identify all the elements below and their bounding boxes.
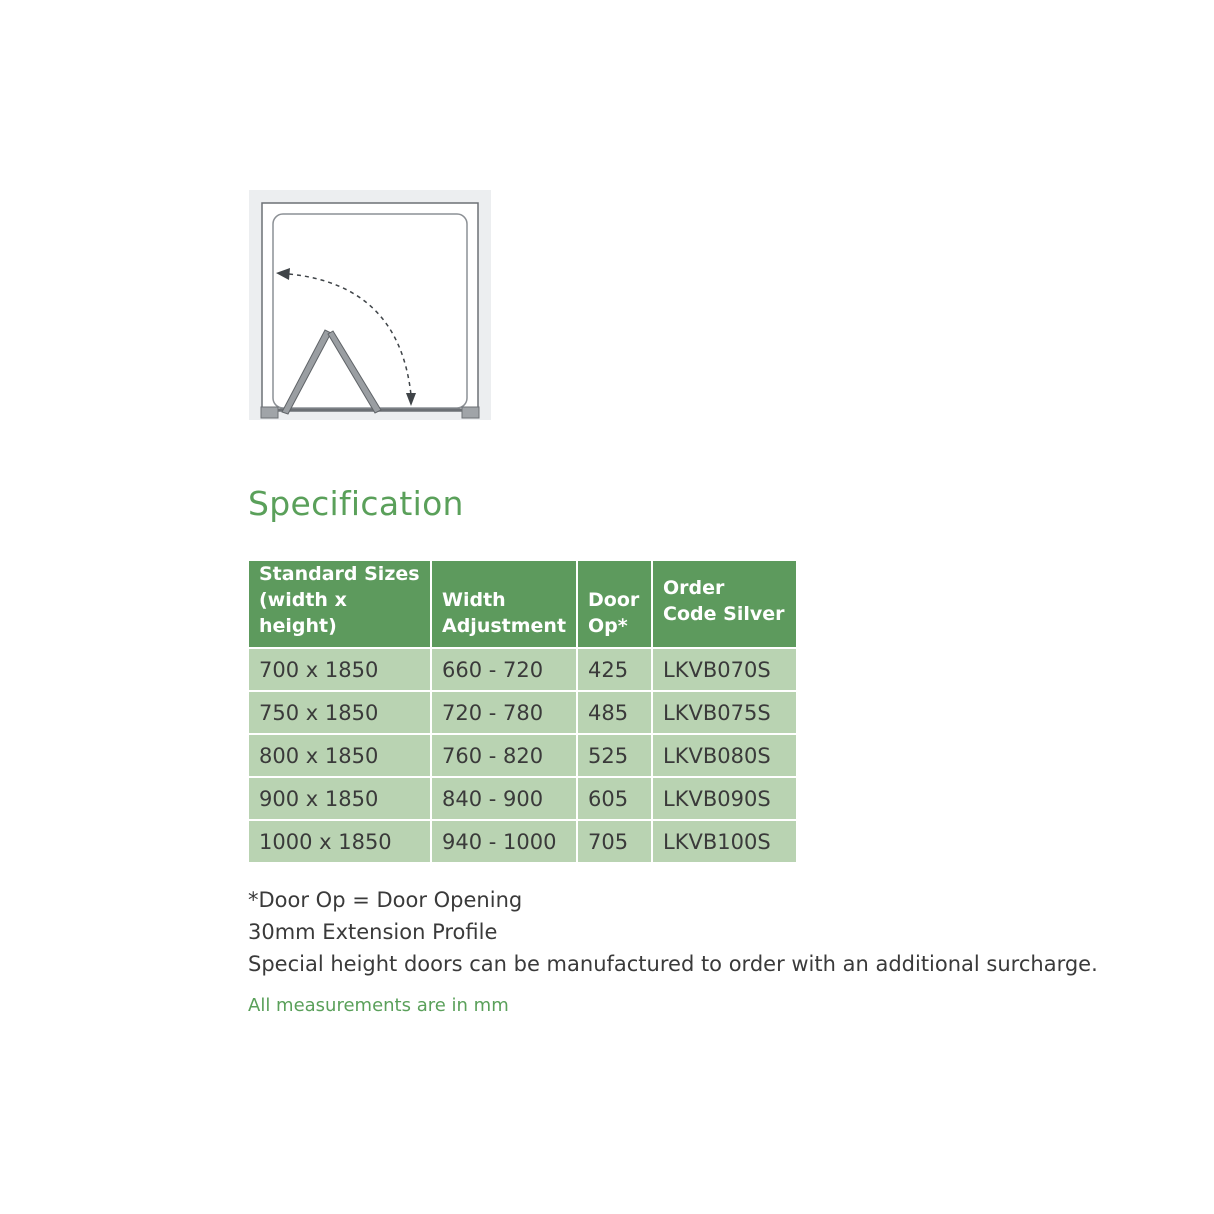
- table-row: [249, 820, 796, 863]
- cell-door-op: 525: [577, 734, 652, 777]
- table-row: [249, 691, 796, 734]
- cell-standard-size: 900 x 1850: [249, 777, 431, 820]
- cell-order-code: LKVB070S: [652, 648, 796, 691]
- cell-door-op: 425: [577, 648, 652, 691]
- cell-width-adjustment: 760 - 820: [431, 734, 577, 777]
- right-wall-profile: [462, 407, 479, 418]
- cell-standard-size: 1000 x 1850: [249, 820, 431, 863]
- left-wall-profile: [261, 407, 278, 418]
- cell-door-op: 485: [577, 691, 652, 734]
- bifold-door-diagram: [249, 190, 491, 420]
- section-heading: Specification: [248, 484, 464, 523]
- specification-table: [249, 561, 796, 864]
- measurements-note: All measurements are in mm: [248, 995, 509, 1016]
- specification-notes: [248, 884, 1098, 980]
- note-door-op: *Door Op = Door Opening: [248, 888, 523, 912]
- cell-order-code: LKVB080S: [652, 734, 796, 777]
- table-row: [249, 648, 796, 691]
- note-extension-profile: 30mm Extension Profile: [248, 920, 498, 944]
- cell-standard-size: 750 x 1850: [249, 691, 431, 734]
- note-special-height: Special height doors can be manufactured to order with an additional surcharge.: [248, 952, 1098, 976]
- header-width-adjustment: Width Adjustment: [431, 561, 577, 648]
- cell-door-op: 705: [577, 820, 652, 863]
- cell-width-adjustment: 720 - 780: [431, 691, 577, 734]
- cell-door-op: 605: [577, 777, 652, 820]
- enclosure-outline: [262, 203, 478, 411]
- cell-standard-size: 700 x 1850: [249, 648, 431, 691]
- door-plan-svg: [249, 190, 491, 420]
- cell-width-adjustment: 940 - 1000: [431, 820, 577, 863]
- cell-width-adjustment: 840 - 900: [431, 777, 577, 820]
- cell-order-code: LKVB075S: [652, 691, 796, 734]
- header-door-op: Door Op*: [577, 561, 652, 648]
- cell-order-code: LKVB090S: [652, 777, 796, 820]
- cell-order-code: LKVB100S: [652, 820, 796, 863]
- header-standard-sizes: Standard Sizes (width x height): [249, 561, 431, 648]
- table-row: [249, 734, 796, 777]
- table-row: [249, 777, 796, 820]
- cell-width-adjustment: 660 - 720: [431, 648, 577, 691]
- cell-standard-size: 800 x 1850: [249, 734, 431, 777]
- header-order-code: Order Code Silver: [652, 561, 796, 648]
- table-header-row: [249, 561, 796, 648]
